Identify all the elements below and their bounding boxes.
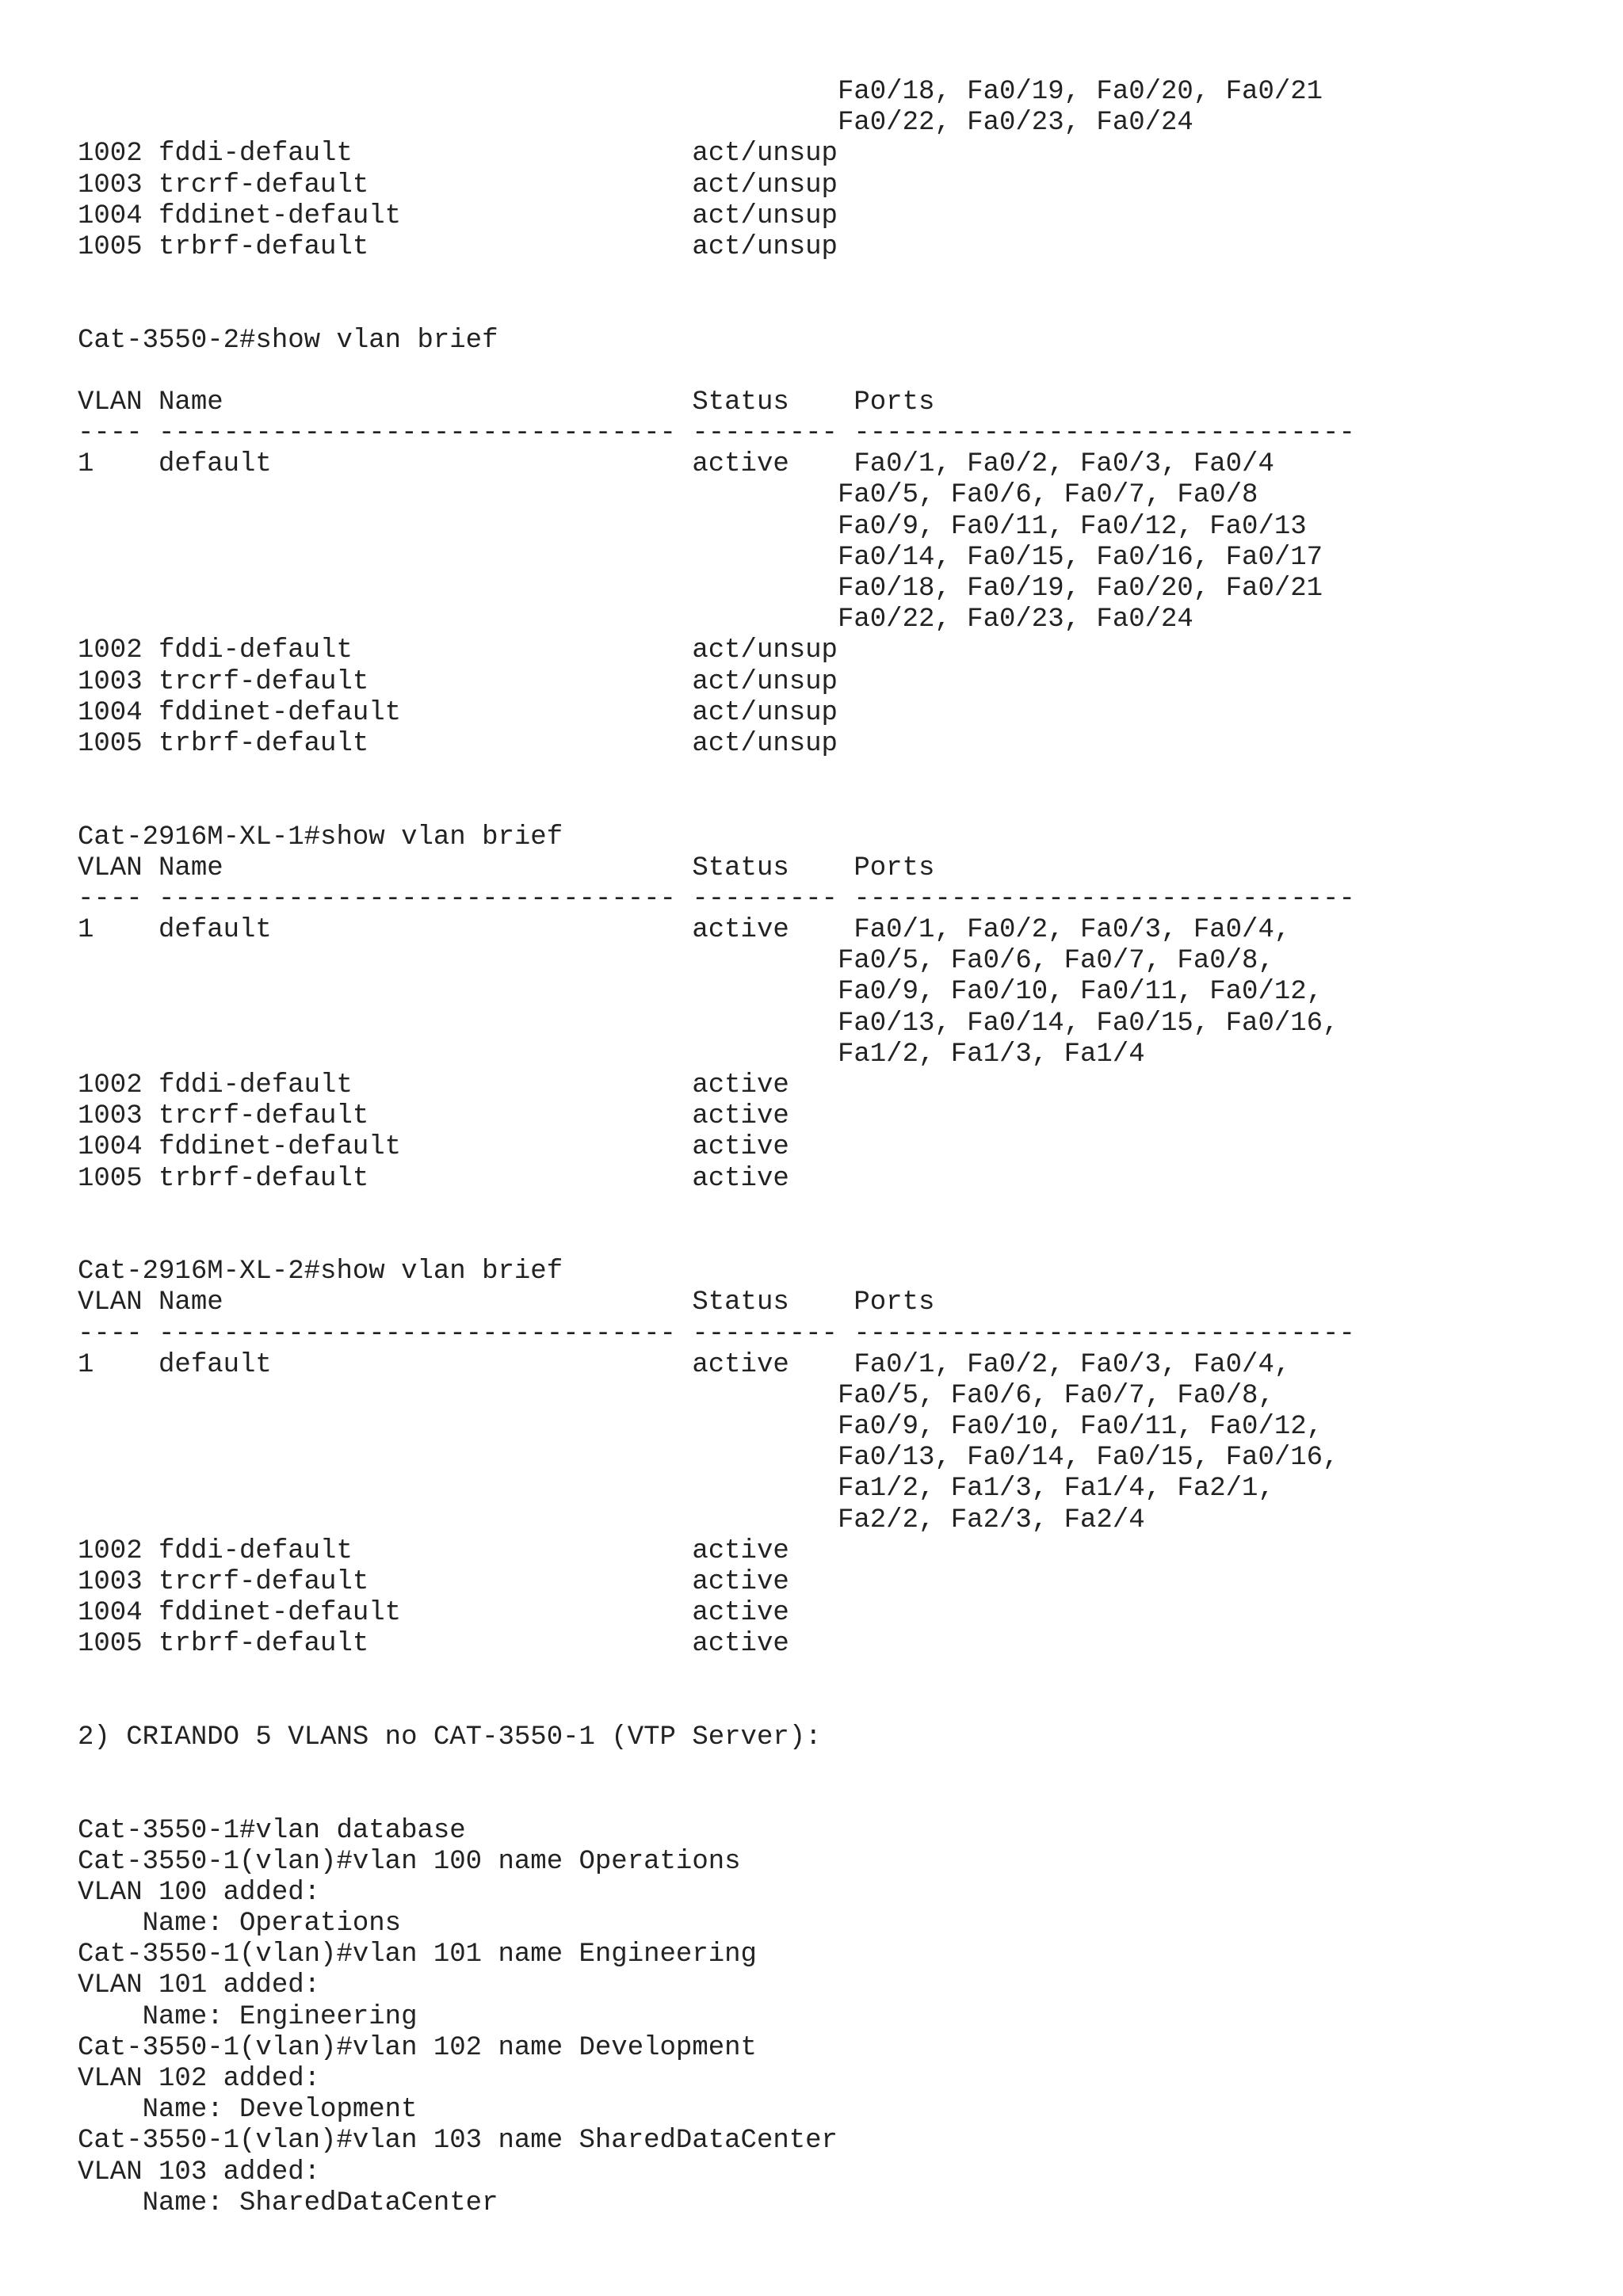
- console-line: Cat-3550-1(vlan)#vlan 103 name SharedDataCenter: [78, 2126, 838, 2157]
- console-line: Cat-3550-1(vlan)#vlan 100 name Operations: [78, 1846, 741, 1877]
- console-line: [78, 1226, 1355, 1257]
- console-line: 1003 trcrf-default act/unsup: [78, 666, 838, 697]
- console-line: VLAN Name Status Ports: [78, 852, 935, 883]
- console-line: ---- -------------------------------- --------- -------------------------------: [78, 1318, 1355, 1349]
- console-line: VLAN Name Status Ports: [78, 1287, 935, 1318]
- console-line: Fa1/2, Fa1/3, Fa1/4: [78, 1039, 1145, 1070]
- console-line: 1004 fddinet-default active: [78, 1132, 789, 1163]
- console-line: Fa0/9, Fa0/10, Fa0/11, Fa0/12,: [78, 1412, 1323, 1443]
- console-line: [78, 357, 1355, 387]
- console-line: [78, 1753, 1355, 1784]
- console-line: 1 default active Fa0/1, Fa0/2, Fa0/3, Fa0/4,: [78, 915, 1291, 946]
- console-line: 1005 trbrf-default act/unsup: [78, 231, 838, 262]
- console-line: [78, 294, 1355, 325]
- console-line: VLAN 102 added:: [78, 2064, 321, 2094]
- console-line: Fa0/5, Fa0/6, Fa0/7, Fa0/8: [78, 480, 1258, 511]
- console-line: [78, 791, 1355, 822]
- console-line: [78, 1784, 1355, 1815]
- console-line: Cat-3550-2#show vlan brief: [78, 325, 498, 356]
- console-line: Name: Engineering: [78, 2001, 418, 2032]
- console-line: Fa1/2, Fa1/3, Fa1/4, Fa2/1,: [78, 1474, 1274, 1505]
- console-line: Name: Operations: [78, 1909, 402, 1939]
- console-line: Fa0/5, Fa0/6, Fa0/7, Fa0/8,: [78, 1380, 1274, 1411]
- console-line: 1 default active Fa0/1, Fa0/2, Fa0/3, Fa0/4,: [78, 1349, 1291, 1380]
- console-line: [78, 1661, 1355, 1691]
- console-line: 1005 trbrf-default active: [78, 1629, 789, 1660]
- console-line: 1005 trbrf-default active: [78, 1163, 789, 1194]
- console-line: 2) CRIANDO 5 VLANS no CAT-3550-1 (VTP Server):: [78, 1722, 822, 1753]
- console-output: [78, 77, 1355, 2219]
- console-line: Cat-2916M-XL-1#show vlan brief: [78, 822, 563, 852]
- console-line: Fa0/14, Fa0/15, Fa0/16, Fa0/17: [78, 542, 1323, 573]
- console-line: ---- -------------------------------- --------- -------------------------------: [78, 883, 1355, 914]
- console-line: 1002 fddi-default active: [78, 1535, 789, 1566]
- console-line: 1004 fddinet-default act/unsup: [78, 200, 838, 231]
- console-line: 1003 trcrf-default active: [78, 1567, 789, 1597]
- console-line: [78, 1195, 1355, 1226]
- console-line: 1003 trcrf-default act/unsup: [78, 170, 838, 200]
- console-line: Cat-3550-1#vlan database: [78, 1815, 466, 1846]
- console-line: Cat-2916M-XL-2#show vlan brief: [78, 1257, 563, 1287]
- console-line: Fa0/9, Fa0/11, Fa0/12, Fa0/13: [78, 511, 1307, 542]
- console-line: Fa0/18, Fa0/19, Fa0/20, Fa0/21: [78, 574, 1323, 604]
- console-line: [78, 1691, 1355, 1722]
- console-line: Fa0/22, Fa0/23, Fa0/24: [78, 108, 1193, 139]
- console-line: Fa0/13, Fa0/14, Fa0/15, Fa0/16,: [78, 1443, 1339, 1474]
- console-line: Fa0/9, Fa0/10, Fa0/11, Fa0/12,: [78, 977, 1323, 1008]
- console-line: VLAN 100 added:: [78, 1877, 321, 1908]
- console-line: Cat-3550-1(vlan)#vlan 102 name Development: [78, 2032, 757, 2063]
- console-line: [78, 263, 1355, 294]
- console-line: Fa0/22, Fa0/23, Fa0/24: [78, 605, 1193, 635]
- console-line: 1004 fddinet-default active: [78, 1598, 789, 1629]
- console-line: 1002 fddi-default act/unsup: [78, 635, 838, 666]
- console-line: 1005 trbrf-default act/unsup: [78, 728, 838, 759]
- console-line: Cat-3550-1(vlan)#vlan 101 name Engineering: [78, 1939, 757, 1970]
- console-line: 1002 fddi-default active: [78, 1070, 789, 1100]
- console-line: VLAN 103 added:: [78, 2157, 321, 2187]
- console-line: Fa0/5, Fa0/6, Fa0/7, Fa0/8,: [78, 946, 1274, 977]
- console-line: Fa0/18, Fa0/19, Fa0/20, Fa0/21: [78, 77, 1323, 107]
- console-line: VLAN Name Status Ports: [78, 387, 935, 418]
- console-line: ---- -------------------------------- --------- -------------------------------: [78, 418, 1355, 449]
- console-line: Fa0/13, Fa0/14, Fa0/15, Fa0/16,: [78, 1008, 1339, 1039]
- console-line: 1 default active Fa0/1, Fa0/2, Fa0/3, Fa0/4: [78, 449, 1274, 480]
- console-line: Name: Development: [78, 2095, 418, 2126]
- console-line: [78, 760, 1355, 791]
- console-line: Name: SharedDataCenter: [78, 2187, 498, 2218]
- console-line: 1003 trcrf-default active: [78, 1101, 789, 1132]
- console-line: 1004 fddinet-default act/unsup: [78, 697, 838, 728]
- console-line: 1002 fddi-default act/unsup: [78, 139, 838, 170]
- console-line: Fa2/2, Fa2/3, Fa2/4: [78, 1505, 1145, 1535]
- console-line: VLAN 101 added:: [78, 1970, 321, 2001]
